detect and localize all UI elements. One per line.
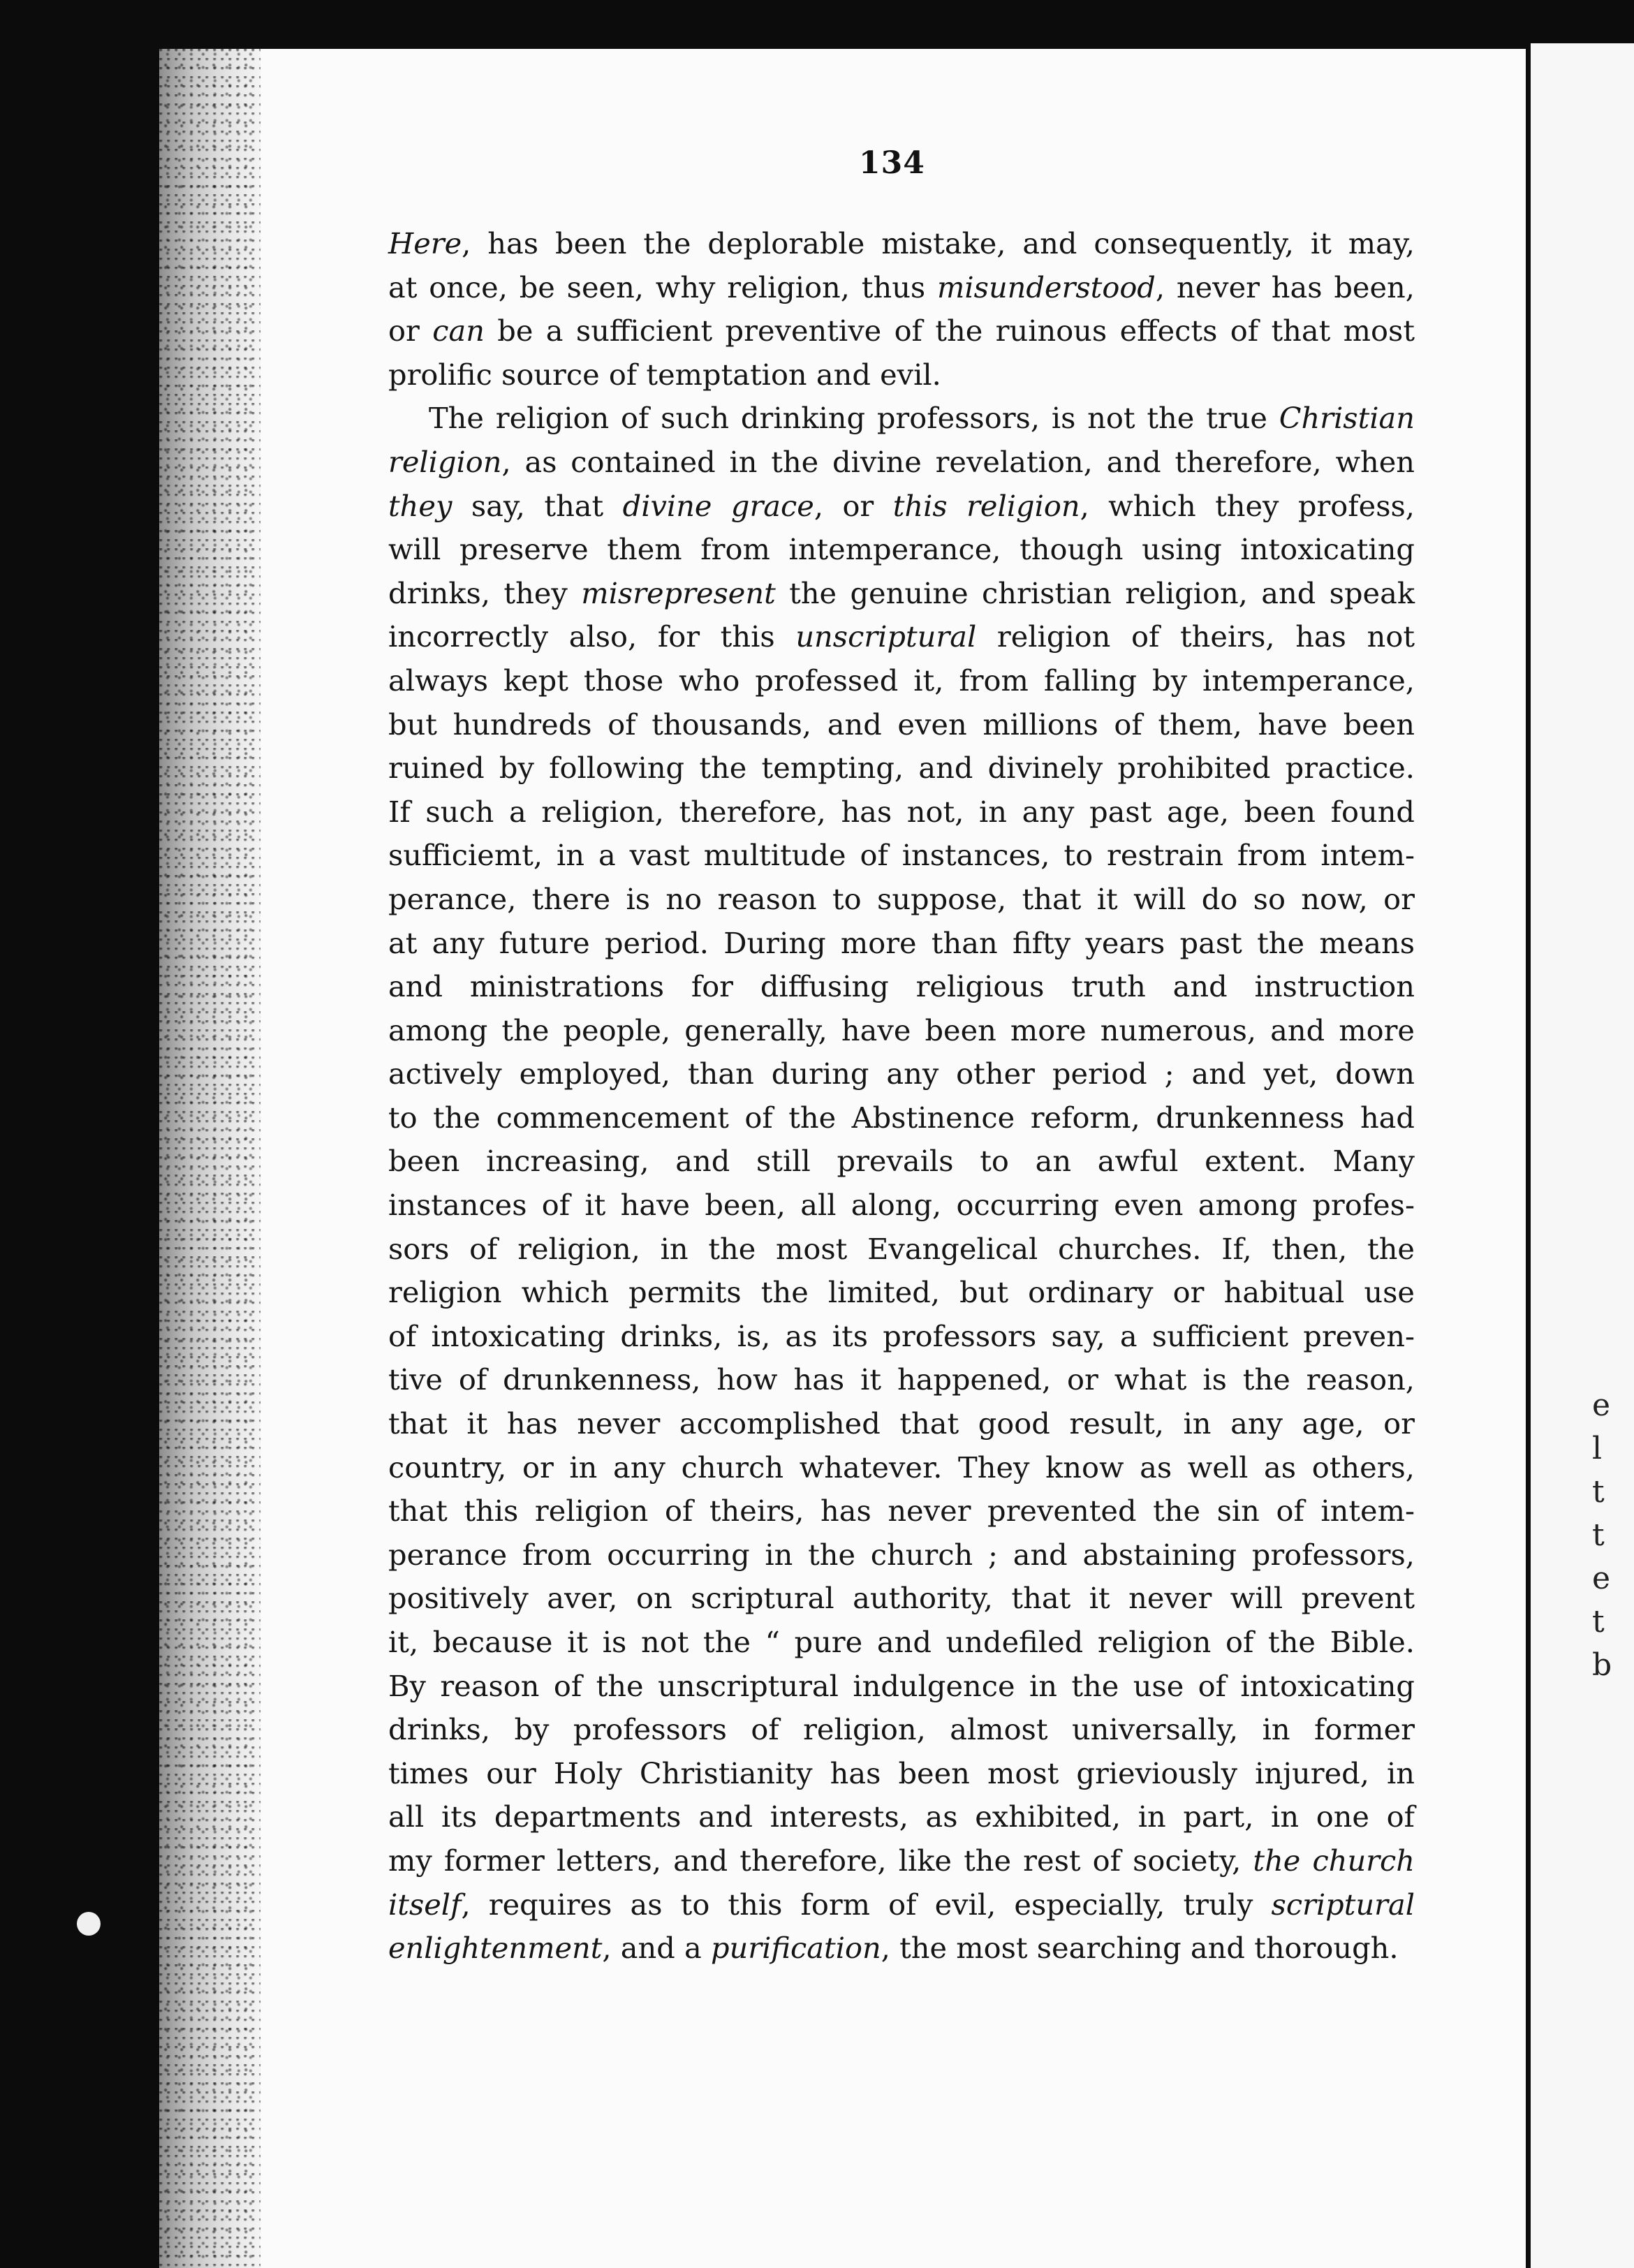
text-line: of intoxicating drinks, is, as its professors say, a sufficient preven- <box>388 1318 1415 1353</box>
text-line: at any future period. During more than fifty years past the means <box>388 925 1415 960</box>
text-line: always kept those who professed it, from falling by intemperance, <box>388 663 1415 698</box>
adjacent-page-letters <box>1592 1384 1620 1687</box>
text-line: instances of it have been, all along, occurring even among profes- <box>388 1188 1415 1223</box>
text-line: religion, as contained in the divine revelation, and therefore, when <box>388 444 1415 479</box>
film-blemish <box>77 1912 101 1936</box>
text-line: at once, be seen, why religion, thus misunderstood, never has been, <box>388 270 1415 304</box>
paragraph <box>388 397 1415 1970</box>
text-line: actively employed, than during any other period ; and yet, down <box>388 1056 1415 1091</box>
text-line: that it has never accomplished that good result, in any age, or <box>388 1406 1415 1441</box>
text-line: Here, has been the deplorable mistake, and consequently, it may, <box>388 226 1415 260</box>
text-line: perance, there is no reason to suppose, that it will do so now, or <box>388 881 1415 916</box>
text-line: incorrectly also, for this unscriptural religion of theirs, has not <box>388 619 1415 654</box>
page-gutter <box>159 49 260 2268</box>
text-line: drinks, by professors of religion, almost universally, in former <box>388 1712 1415 1747</box>
text-line: prolific source of temptation and evil. <box>388 357 941 392</box>
text-line: drinks, they misrepresent the genuine christian religion, and speak <box>388 575 1415 610</box>
text-line: and ministrations for diffusing religious truth and instruction <box>388 969 1415 1004</box>
text-line: to the commencement of the Abstinence reform, drunkenness had <box>388 1100 1415 1135</box>
text-line: or can be a sufficient preventive of the ruinous effects of that most <box>388 314 1415 348</box>
text-line: will preserve them from intemperance, though using intoxicating <box>388 532 1415 567</box>
text-line: but hundreds of thousands, and even millions of them, have been <box>388 707 1415 742</box>
text-line: times our Holy Christianity has been most grieviously injured, in <box>388 1755 1415 1790</box>
paragraph <box>388 222 1415 397</box>
text-line: tive of drunkenness, how has it happened, or what is the reason, <box>388 1362 1415 1397</box>
page-body-text <box>388 222 1415 1971</box>
text-line: sors of religion, in the most Evangelical churches. If, then, the <box>388 1231 1415 1266</box>
text-line: among the people, generally, have been more numerous, and more <box>388 1012 1415 1047</box>
edge-letter: b <box>1592 1647 1612 1683</box>
text-line: been increasing, and still prevails to an awful extent. Many <box>388 1144 1415 1179</box>
text-line: country, or in any church whatever. They know as well as others, <box>388 1450 1415 1485</box>
text-line: all its departments and interests, as exhibited, in part, in one of <box>388 1799 1415 1834</box>
text-line: enlightenment, and a purification, the most searching and thorough. <box>388 1931 1399 1966</box>
text-line: ruined by following the tempting, and divinely prohibited practice. <box>388 751 1415 786</box>
text-line: positively aver, on scriptural authority, that it never will prevent <box>388 1581 1415 1616</box>
edge-letter: t <box>1592 1517 1605 1553</box>
text-line: If such a religion, therefore, has not, in any past age, been found <box>388 794 1415 829</box>
edge-letter: e <box>1592 1387 1611 1423</box>
text-line: it, because it is not the “ pure and undefiled religion of the Bible. <box>388 1625 1415 1659</box>
edge-letter: t <box>1592 1604 1605 1640</box>
text-line: itself, requires as to this form of evil, especially, truly scriptural <box>388 1887 1415 1922</box>
text-line: sufficiemt, in a vast multitude of instances, to restrain from intem- <box>388 838 1415 873</box>
text-line: that this religion of theirs, has never prevented the sin of intem- <box>388 1494 1415 1529</box>
edge-letter: l <box>1592 1431 1603 1466</box>
text-line: religion which permits the limited, but ordinary or habitual use <box>388 1275 1415 1310</box>
text-line: my former letters, and therefore, like the rest of society, the church <box>388 1843 1415 1878</box>
page-number: 134 <box>859 145 925 181</box>
text-line: The religion of such drinking professors, is not the true Christian <box>429 401 1415 436</box>
edge-letter: e <box>1592 1561 1611 1596</box>
edge-letter: t <box>1592 1474 1605 1510</box>
adjacent-page-edge <box>1531 43 1634 2268</box>
text-line: By reason of the unscriptural indulgence in the use of intoxicating <box>388 1668 1415 1703</box>
text-line: they say, that divine grace, or this religion, which they profess, <box>388 488 1415 523</box>
text-line: perance from occurring in the church ; and abstaining professors, <box>388 1537 1415 1572</box>
